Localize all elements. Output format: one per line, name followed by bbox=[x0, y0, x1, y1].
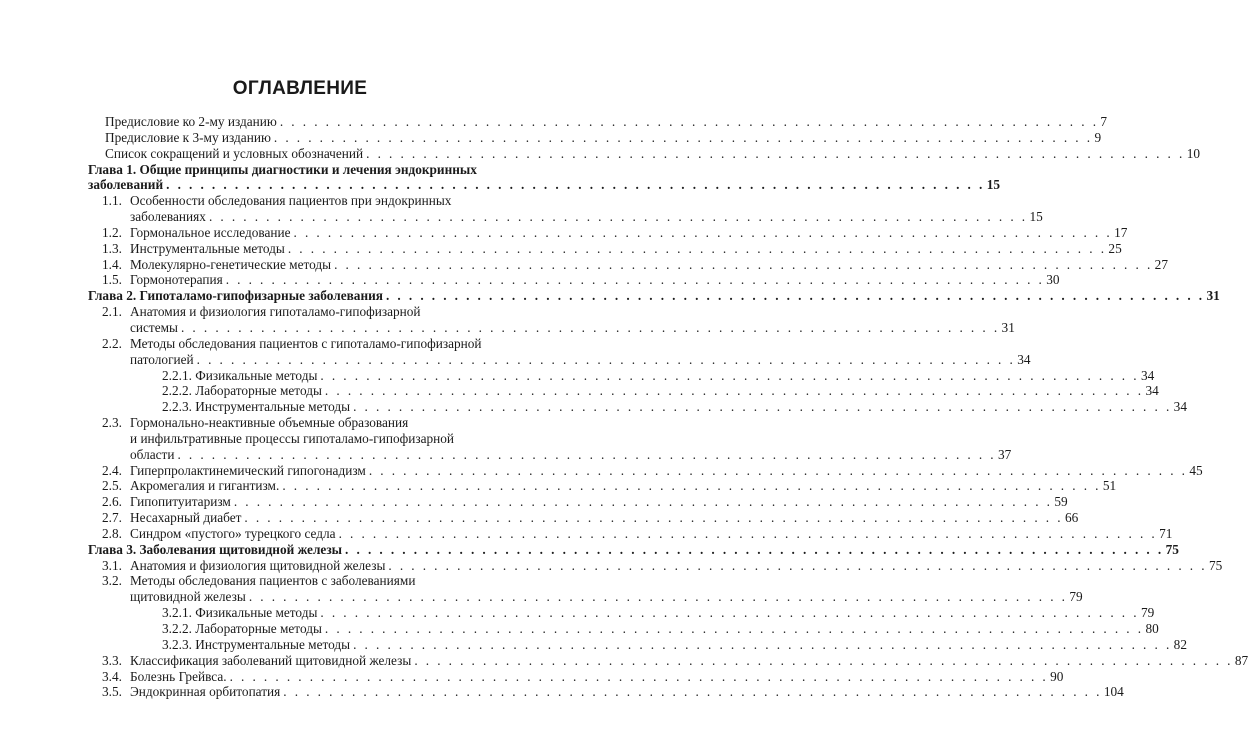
section-number: 1.2. bbox=[102, 224, 122, 240]
dot-leader: . . . . . . . . . . . . . . . . . . . . . . . . . . . . . . . . . . . . . . . . . . . . . . . . . . . . . . . . . . . . . . . . . . . . . . . . bbox=[233, 494, 1053, 510]
table-of-contents bbox=[88, 114, 1248, 700]
toc-entry-line bbox=[88, 431, 510, 447]
dot-leader: . . . . . . . . . . . . . . . . . . . . . . . . . . . . . . . . . . . . . . . . . . . . . . . . . . . . . . . . . . . . . . . . . . . . . . . . bbox=[320, 367, 1139, 383]
entry-title: Предисловие ко 2-му изданию bbox=[105, 114, 277, 129]
page-number: 79 bbox=[1140, 605, 1155, 621]
dot-leader: . . . . . . . . . . . . . . . . . . . . . . . . . . . . . . . . . . . . . . . . . . . . . . . . . . . . . . . . . . . . . . . . . . . . . . . . bbox=[293, 224, 1113, 240]
dot-leader: . . . . . . . . . . . . . . . . . . . . . . . . . . . . . . . . . . . . . . . . . . . . . . . . . . . . . . . . . . . . . . . . . . . . . . . . bbox=[324, 383, 1144, 399]
entry-title: щитовидной железы bbox=[130, 589, 246, 605]
dot-leader: . . . . . . . . . . . . . . . . . . . . . . . . . . . . . . . . . . . . . . . . . . . . . . . . . . . . . . . . . . . . . . . . . . . . . . . . bbox=[180, 319, 1000, 335]
dot-leader: . . . . . . . . . . . . . . . . . . . . . . . . . . . . . . . . . . . . . . . . . . . . . . . . . . . . . . . . . . . . . . . . . . . . . . . . bbox=[279, 114, 1099, 129]
page-number: 87 bbox=[1234, 652, 1248, 668]
entry-title: заболеваний bbox=[88, 177, 164, 193]
page-number: 10 bbox=[1186, 145, 1200, 161]
entry-title: и инфильтративные процессы гипоталамо-гипофизарной bbox=[130, 430, 455, 446]
toc-entry bbox=[88, 446, 1012, 463]
toc-entry bbox=[88, 399, 1187, 415]
page-number: 75 bbox=[1165, 541, 1179, 557]
section-number: 1.1. bbox=[102, 193, 122, 209]
section-number: 2.2. bbox=[102, 335, 122, 351]
entry-title: Акромегалия и гигантизм. bbox=[130, 478, 280, 494]
dot-leader: . . . . . . . . . . . . . . . . . . . . . . . . . . . . . . . . . . . . . . . . . . . . . . . . . . . . . . . . . . . . . . . . . . . . . . . . bbox=[248, 589, 1068, 605]
page-title: ОГЛАВЛЕНИЕ bbox=[232, 78, 368, 99]
entry-title: Молекулярно-генетические методы bbox=[130, 256, 332, 272]
section-number: 3.1. bbox=[102, 557, 122, 573]
toc-entry bbox=[88, 478, 1117, 494]
page-number: 104 bbox=[1103, 684, 1124, 700]
page-number: 31 bbox=[1206, 288, 1220, 304]
toc-entry bbox=[88, 462, 1203, 479]
entry-title: Синдром «пустого» турецкого седла bbox=[130, 525, 336, 541]
dot-leader: . . . . . . . . . . . . . . . . . . . . . . . . . . . . . . . . . . . . . . . . . . . . . . . . . . . . . . . . . . . . . . . . . . . . . . . . bbox=[414, 652, 1233, 668]
entry-title: патологией bbox=[130, 351, 194, 367]
dot-leader: . . . . . . . . . . . . . . . . . . . . . . . . . . . . . . . . . . . . . . . . . . . . . . . . . . . . . . . . . . . . . . . . . . . . . . . . bbox=[366, 145, 1185, 161]
page-number: 27 bbox=[1154, 256, 1168, 272]
toc-entry bbox=[88, 557, 1223, 574]
page-number: 25 bbox=[1108, 240, 1122, 256]
entry-title: Список сокращений и условных обозначений bbox=[105, 145, 364, 161]
dot-leader: . . . . . . . . . . . . . . . . . . . . . . . . . . . . . . . . . . . . . . . . . . . . . . . . . . . . . . . . . . . . . . . . . . . . . . . . bbox=[388, 557, 1207, 573]
entry-title: 2.2.2. Лабораторные методы bbox=[162, 383, 322, 399]
entry-title: Глава 3. Заболевания щитовидной железы bbox=[88, 541, 343, 557]
toc-entry bbox=[88, 525, 1173, 542]
toc-entry bbox=[88, 621, 1159, 637]
entry-title: Инструментальные методы bbox=[130, 240, 285, 256]
entry-title: Болезнь Грейвса. bbox=[130, 668, 227, 684]
toc-entry bbox=[88, 319, 1015, 336]
toc-entry bbox=[88, 589, 1083, 605]
toc-entry-line bbox=[88, 336, 510, 352]
section-number: 1.3. bbox=[102, 240, 122, 256]
entry-title: Методы обследования пациентов с гипоталамо-гипофизарной bbox=[130, 335, 482, 351]
page-number: 82 bbox=[1173, 636, 1187, 652]
entry-title: Гипопитуитаризм bbox=[130, 494, 231, 510]
entry-title: Анатомия и физиология гипоталамо-гипофизарной bbox=[130, 304, 421, 320]
dot-leader: . . . . . . . . . . . . . . . . . . . . . . . . . . . . . . . . . . . . . . . . . . . . . . . . . . . . . . . . . . . . . . . . . . . . . . . . bbox=[287, 240, 1107, 256]
page-number: 31 bbox=[1001, 319, 1015, 335]
entry-title: Предисловие к 3-му изданию bbox=[105, 129, 271, 145]
toc-entry bbox=[88, 114, 1108, 130]
page-number: 75 bbox=[1208, 557, 1223, 573]
entry-title: области bbox=[130, 446, 175, 462]
entry-title: Классификация заболеваний щитовидной железы bbox=[130, 652, 412, 668]
section-number: 2.5. bbox=[102, 478, 122, 494]
toc-entry bbox=[88, 541, 1179, 558]
page-number: 59 bbox=[1054, 494, 1068, 510]
section-number: 1.4. bbox=[102, 256, 122, 272]
dot-leader: . . . . . . . . . . . . . . . . . . . . . . . . . . . . . . . . . . . . . . . . . . . . . . . . . . . . . . . . . . . . . . . . . . . . . . . . bbox=[385, 288, 1205, 304]
entry-title: Гормонально-неактивные объемные образования bbox=[130, 415, 409, 431]
dot-leader: . . . . . . . . . . . . . . . . . . . . . . . . . . . . . . . . . . . . . . . . . . . . . . . . . . . . . . . . . . . . . . . . . . . . . . . . bbox=[229, 668, 1049, 684]
page-number: 9 bbox=[1094, 129, 1102, 145]
page-number: 90 bbox=[1050, 668, 1064, 684]
toc-entry-line bbox=[88, 304, 510, 320]
entry-title: Глава 2. Гипоталамо-гипофизарные заболевания bbox=[88, 288, 383, 304]
page-number: 80 bbox=[1145, 621, 1159, 636]
section-number: 2.4. bbox=[102, 462, 122, 478]
section-number: 3.3. bbox=[102, 652, 122, 668]
page-number: 7 bbox=[1100, 114, 1108, 129]
page-number: 30 bbox=[1046, 272, 1060, 288]
toc-entry bbox=[88, 256, 1168, 273]
entry-title: Несахарный диабет bbox=[130, 510, 242, 526]
section-number: 1.5. bbox=[102, 272, 122, 288]
entry-title: Гормонотерапия bbox=[130, 272, 223, 288]
dot-leader: . . . . . . . . . . . . . . . . . . . . . . . . . . . . . . . . . . . . . . . . . . . . . . . . . . . . . . . . . . . . . . . . . . . . . . . . bbox=[273, 129, 1093, 145]
section-number: 2.1. bbox=[102, 304, 122, 320]
toc-entry bbox=[88, 224, 1128, 241]
toc-entry bbox=[88, 652, 1248, 669]
entry-title: заболеваниях bbox=[130, 209, 206, 225]
toc-entry bbox=[88, 494, 1068, 510]
page-number: 15 bbox=[986, 177, 1000, 193]
page-number: 51 bbox=[1102, 478, 1117, 494]
section-number: 2.8. bbox=[102, 525, 122, 541]
dot-leader: . . . . . . . . . . . . . . . . . . . . . . . . . . . . . . . . . . . . . . . . . . . . . . . . . . . . . . . . . . . . . . . . . . . . . . . . bbox=[196, 351, 1016, 367]
page-number: 37 bbox=[998, 446, 1012, 462]
toc-entry bbox=[88, 605, 1155, 621]
toc-entry-line bbox=[88, 415, 510, 431]
toc-entry bbox=[88, 636, 1187, 653]
entry-title: Гиперпролактинемический гипогонадизм bbox=[130, 462, 366, 478]
entry-title: Анатомия и физиология щитовидной железы bbox=[130, 557, 386, 573]
entry-title: 3.2.3. Инструментальные методы bbox=[162, 636, 351, 652]
dot-leader: . . . . . . . . . . . . . . . . . . . . . . . . . . . . . . . . . . . . . . . . . . . . . . . . . . . . . . . . . . . . . . . . . . . . . . . . bbox=[338, 525, 1158, 541]
page-number: 34 bbox=[1173, 399, 1187, 415]
toc-entry bbox=[88, 209, 1043, 225]
page-number: 17 bbox=[1114, 224, 1128, 240]
toc-entry bbox=[88, 684, 1124, 700]
dot-leader: . . . . . . . . . . . . . . . . . . . . . . . . . . . . . . . . . . . . . . . . . . . . . . . . . . . . . . . . . . . . . . . . . . . . . . . . bbox=[334, 256, 1153, 272]
toc-entry bbox=[88, 668, 1064, 685]
toc-entry bbox=[88, 383, 1159, 399]
dot-leader: . . . . . . . . . . . . . . . . . . . . . . . . . . . . . . . . . . . . . . . . . . . . . . . . . . . . . . . . . . . . . . . . . . . . . . . . bbox=[282, 478, 1101, 494]
page-number: 34 bbox=[1017, 351, 1031, 367]
entry-title: 2.2.3. Инструментальные методы bbox=[162, 399, 351, 415]
dot-leader: . . . . . . . . . . . . . . . . . . . . . . . . . . . . . . . . . . . . . . . . . . . . . . . . . . . . . . . . . . . . . . . . . . . . . . . . bbox=[320, 605, 1139, 621]
toc-entry bbox=[88, 288, 1220, 304]
page-number: 15 bbox=[1029, 209, 1043, 225]
dot-leader: . . . . . . . . . . . . . . . . . . . . . . . . . . . . . . . . . . . . . . . . . . . . . . . . . . . . . . . . . . . . . . . . . . . . . . . . bbox=[208, 209, 1028, 225]
entry-title: Эндокринная орбитопатия bbox=[130, 684, 281, 700]
dot-leader: . . . . . . . . . . . . . . . . . . . . . . . . . . . . . . . . . . . . . . . . . . . . . . . . . . . . . . . . . . . . . . . . . . . . . . . . bbox=[324, 621, 1144, 636]
page-number: 71 bbox=[1159, 525, 1173, 541]
dot-leader: . . . . . . . . . . . . . . . . . . . . . . . . . . . . . . . . . . . . . . . . . . . . . . . . . . . . . . . . . . . . . . . . . . . . . . . . bbox=[368, 462, 1188, 478]
dot-leader: . . . . . . . . . . . . . . . . . . . . . . . . . . . . . . . . . . . . . . . . . . . . . . . . . . . . . . . . . . . . . . . . . . . . . . . . bbox=[353, 399, 1172, 415]
section-number: 2.3. bbox=[102, 415, 122, 431]
toc-entry bbox=[88, 510, 1079, 526]
entry-title: 2.2.1. Физикальные методы bbox=[162, 367, 318, 383]
entry-title: Методы обследования пациентов с заболеваниями bbox=[130, 573, 416, 589]
dot-leader: . . . . . . . . . . . . . . . . . . . . . . . . . . . . . . . . . . . . . . . . . . . . . . . . . . . . . . . . . . . . . . . . . . . . . . . . bbox=[244, 510, 1063, 526]
entry-title: Глава 1. Общие принципы диагностики и лечения эндокринных bbox=[88, 161, 477, 177]
entry-title: Гормональное исследование bbox=[130, 224, 291, 240]
section-number: 3.5. bbox=[102, 684, 122, 700]
entry-title: Особенности обследования пациентов при эндокринных bbox=[130, 193, 452, 209]
page-number: 34 bbox=[1145, 383, 1159, 399]
toc-entry bbox=[88, 272, 1060, 288]
toc-entry-line bbox=[88, 573, 510, 589]
toc-entry bbox=[88, 240, 1122, 257]
page-number: 66 bbox=[1064, 510, 1079, 526]
section-number: 3.4. bbox=[102, 668, 122, 684]
section-number: 3.2. bbox=[102, 573, 122, 589]
dot-leader: . . . . . . . . . . . . . . . . . . . . . . . . . . . . . . . . . . . . . . . . . . . . . . . . . . . . . . . . . . . . . . . . . . . . . . . . bbox=[225, 272, 1045, 288]
dot-leader: . . . . . . . . . . . . . . . . . . . . . . . . . . . . . . . . . . . . . . . . . . . . . . . . . . . . . . . . . . . . . . . . . . . . . . . . bbox=[353, 636, 1172, 652]
dot-leader: . . . . . . . . . . . . . . . . . . . . . . . . . . . . . . . . . . . . . . . . . . . . . . . . . . . . . . . . . . . . . . . . . . . . . . . . bbox=[283, 684, 1102, 700]
entry-title: 3.2.1. Физикальные методы bbox=[162, 605, 318, 621]
toc-entry-line bbox=[88, 162, 510, 178]
toc-entry bbox=[88, 351, 1031, 368]
page-number: 45 bbox=[1189, 462, 1203, 478]
entry-title: системы bbox=[130, 319, 178, 335]
section-number: 2.7. bbox=[102, 510, 122, 526]
entry-title: 3.2.2. Лабораторные методы bbox=[162, 621, 322, 636]
toc-entry-line bbox=[88, 193, 510, 209]
toc-entry bbox=[88, 177, 1000, 193]
toc-entry bbox=[88, 367, 1155, 384]
page-number: 79 bbox=[1069, 589, 1083, 605]
toc-entry bbox=[88, 145, 1200, 162]
toc-entry bbox=[88, 129, 1102, 146]
dot-leader: . . . . . . . . . . . . . . . . . . . . . . . . . . . . . . . . . . . . . . . . . . . . . . . . . . . . . . . . . . . . . . . . . . . . . . . . bbox=[166, 177, 985, 193]
dot-leader: . . . . . . . . . . . . . . . . . . . . . . . . . . . . . . . . . . . . . . . . . . . . . . . . . . . . . . . . . . . . . . . . . . . . . . . . bbox=[177, 446, 997, 462]
section-number: 2.6. bbox=[102, 494, 122, 510]
page-number: 34 bbox=[1140, 367, 1155, 383]
dot-leader: . . . . . . . . . . . . . . . . . . . . . . . . . . . . . . . . . . . . . . . . . . . . . . . . . . . . . . . . . . . . . . . . . . . . . . . . bbox=[345, 541, 1164, 557]
